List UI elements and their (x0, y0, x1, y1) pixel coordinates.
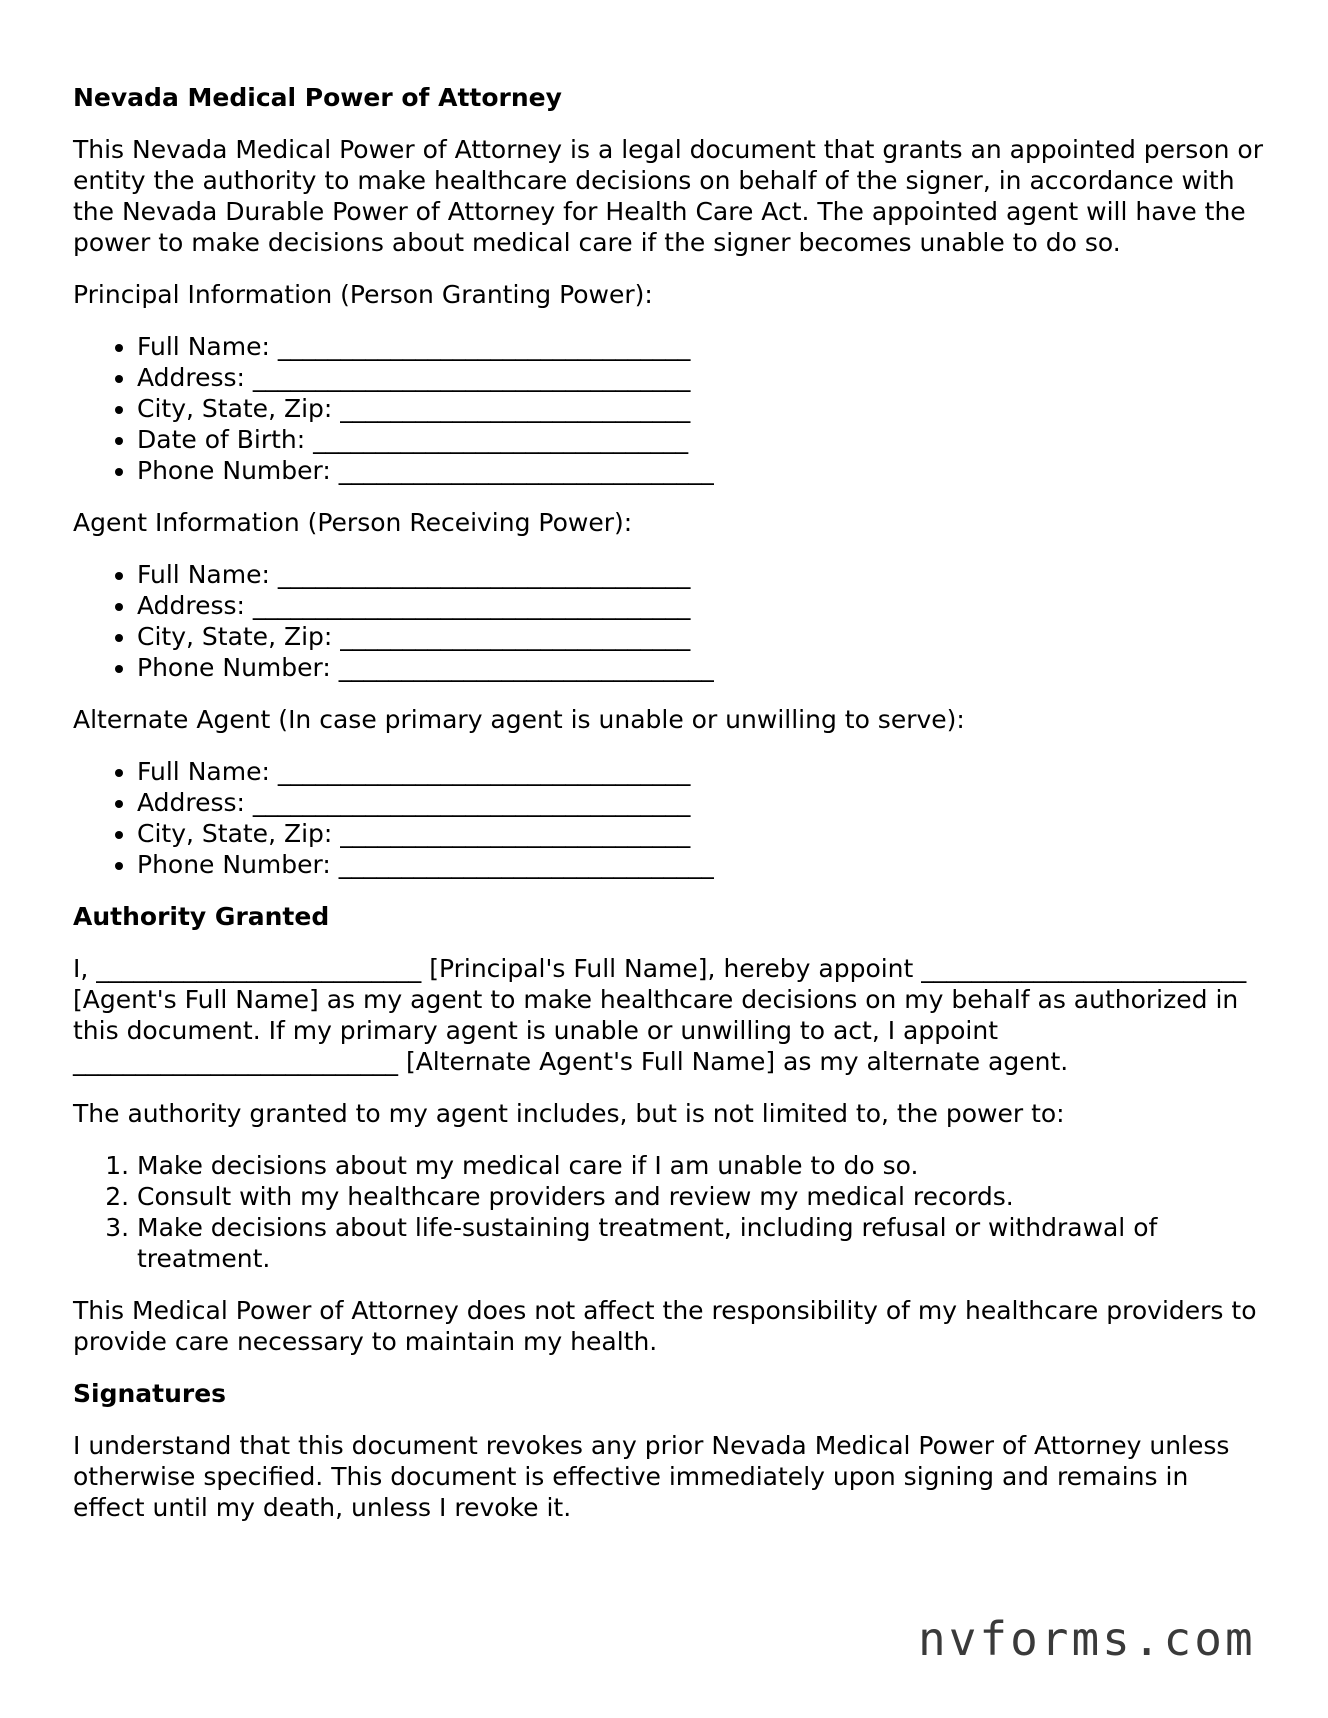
powers-list (73, 1150, 1263, 1274)
agent-address: • Address: ___________________________________ (137, 590, 1263, 621)
alternate-city-state-zip: • City, State, Zip: ____________________________ (137, 818, 1263, 849)
alternate-fields (73, 756, 1263, 880)
signatures-heading: Signatures (73, 1379, 227, 1408)
principal-date-of-birth: • Date of Birth: ______________________________ (137, 424, 1263, 455)
powers-intro: The authority granted to my agent includes, but is not limited to, the power to: (73, 1099, 1065, 1128)
watermark: nvforms.com (918, 1612, 1256, 1666)
appointment-paragraph: I, __________________________ [Principal's Full Name], hereby appoint __________________________ [Agent's Full Name] as my agent to make healthcare decisions on my behalf as authorized in this document. If my primary agent is unable or unwilling to act, I appoint __________________________ [Alternate Agent's Full Name] as my alternate agent. (73, 954, 1247, 1076)
authority-heading: Authority Granted (73, 902, 330, 931)
principal-city-state-zip: • City, State, Zip: ____________________________ (137, 393, 1263, 424)
agent-city-state-zip: • City, State, Zip: ____________________________ (137, 621, 1263, 652)
agent-phone: • Phone Number: ______________________________ (137, 652, 1263, 683)
power-item: 1. Make decisions about my medical care if I am unable to do so. (137, 1150, 1263, 1181)
alternate-full-name: • Full Name: _________________________________ (137, 756, 1263, 787)
alternate-phone: • Phone Number: ______________________________ (137, 849, 1263, 880)
principal-phone: • Phone Number: ______________________________ (137, 455, 1263, 486)
document-page (73, 82, 1263, 1544)
intro-paragraph: This Nevada Medical Power of Attorney is a legal document that grants an appointed person or entity the authority to make healthcare decisions on behalf of the signer, in accordance with the Nevada Durable Power of Attorney for Health Care Act. The appointed agent will have the power to make decisions about medical care if the signer becomes unable to do so. (73, 135, 1263, 257)
principal-fields (73, 331, 1263, 486)
alternate-address: • Address: ___________________________________ (137, 787, 1263, 818)
principal-heading: Principal Information (Person Granting Power): (73, 280, 653, 309)
document-title: Nevada Medical Power of Attorney (73, 83, 562, 112)
responsibility-paragraph: This Medical Power of Attorney does not affect the responsibility of my healthcare providers to provide care necessary to maintain my health. (73, 1296, 1257, 1356)
alternate-heading: Alternate Agent (In case primary agent is unable or unwilling to serve): (73, 705, 965, 734)
principal-address: • Address: ___________________________________ (137, 362, 1263, 393)
signatures-paragraph: I understand that this document revokes any prior Nevada Medical Power of Attorney unless otherwise specified. This document is effective immediately upon signing and remains in effect until my death, unless I revoke it. (73, 1431, 1230, 1522)
agent-full-name: • Full Name: _________________________________ (137, 559, 1263, 590)
power-item: 2. Consult with my healthcare providers and review my medical records. (137, 1181, 1263, 1212)
agent-heading: Agent Information (Person Receiving Power): (73, 508, 633, 537)
power-item: 3. Make decisions about life-sustaining treatment, including refusal or withdrawal of treatment. (137, 1212, 1263, 1274)
principal-full-name: • Full Name: _________________________________ (137, 331, 1263, 362)
agent-fields (73, 559, 1263, 683)
